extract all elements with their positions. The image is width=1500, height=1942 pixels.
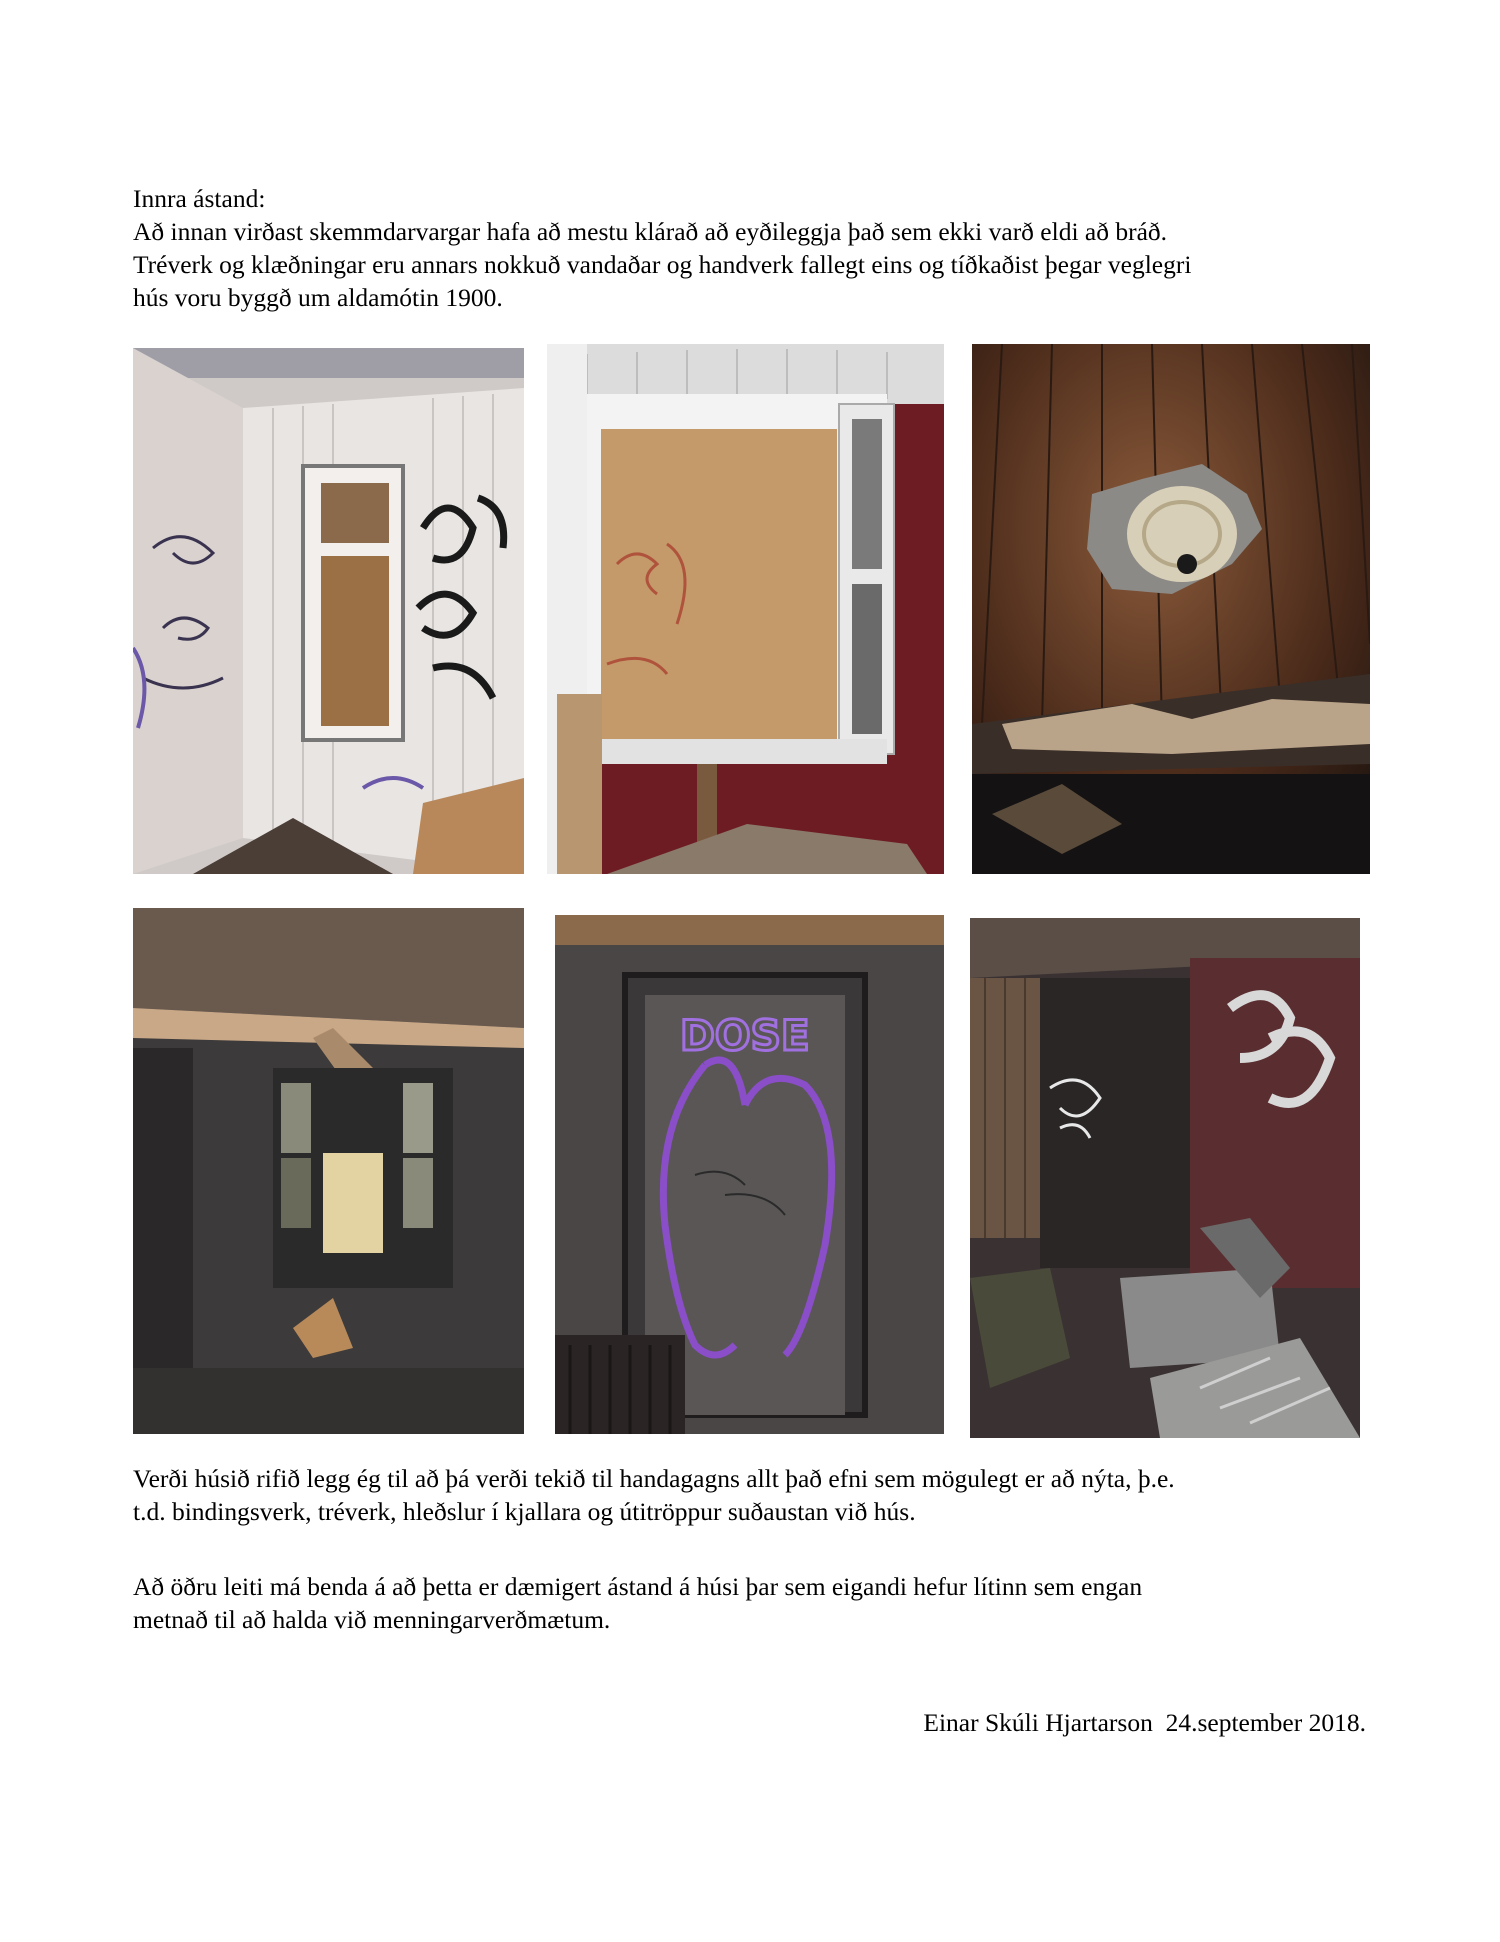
graffiti-text: DOSE bbox=[680, 1011, 810, 1060]
photo-burned-ceiling-rosette bbox=[972, 344, 1370, 874]
paragraph-line: Að öðru leiti má benda á að þetta er dæmigert ástand á húsi þar sem eigandi hefur lítinn sem engan bbox=[133, 1572, 1143, 1601]
photo-burned-door-graffiti bbox=[555, 915, 944, 1434]
section-heading: Innra ástand: bbox=[133, 184, 266, 213]
photo-burned-room-debris bbox=[970, 918, 1360, 1438]
photo-white-room-boarded-window bbox=[133, 348, 524, 874]
paragraph-line: t.d. bindingsverk, tréverk, hleðslur í kjallara og útitröppur suðaustan við hús. bbox=[133, 1497, 916, 1526]
intro-line: Að innan virðast skemmdarvargar hafa að mestu klárað að eyðileggja það sem ekki varð eldi að bráð. bbox=[133, 217, 1168, 246]
intro-line: hús voru byggð um aldamótin 1900. bbox=[133, 283, 503, 312]
signature-line: Einar Skúli Hjartarson 24.september 2018. bbox=[923, 1708, 1366, 1737]
reuse-paragraph bbox=[133, 1462, 1383, 1528]
photo-burned-room-window bbox=[133, 908, 524, 1434]
paragraph-line: metnað til að halda við menningarverðmætum. bbox=[133, 1605, 611, 1634]
conclusion-paragraph bbox=[133, 1570, 1383, 1636]
intro-line: Tréverk og klæðningar eru annars nokkuð vandaðar og handverk fallegt eins og tíðkaðist þegar veglegri bbox=[133, 250, 1192, 279]
intro-paragraph bbox=[133, 182, 1383, 314]
photo-red-room-bay-window bbox=[547, 344, 944, 874]
paragraph-line: Verði húsið rifið legg ég til að þá verði tekið til handagagns allt það efni sem mögulegt er að nýta, þ.e. bbox=[133, 1464, 1175, 1493]
